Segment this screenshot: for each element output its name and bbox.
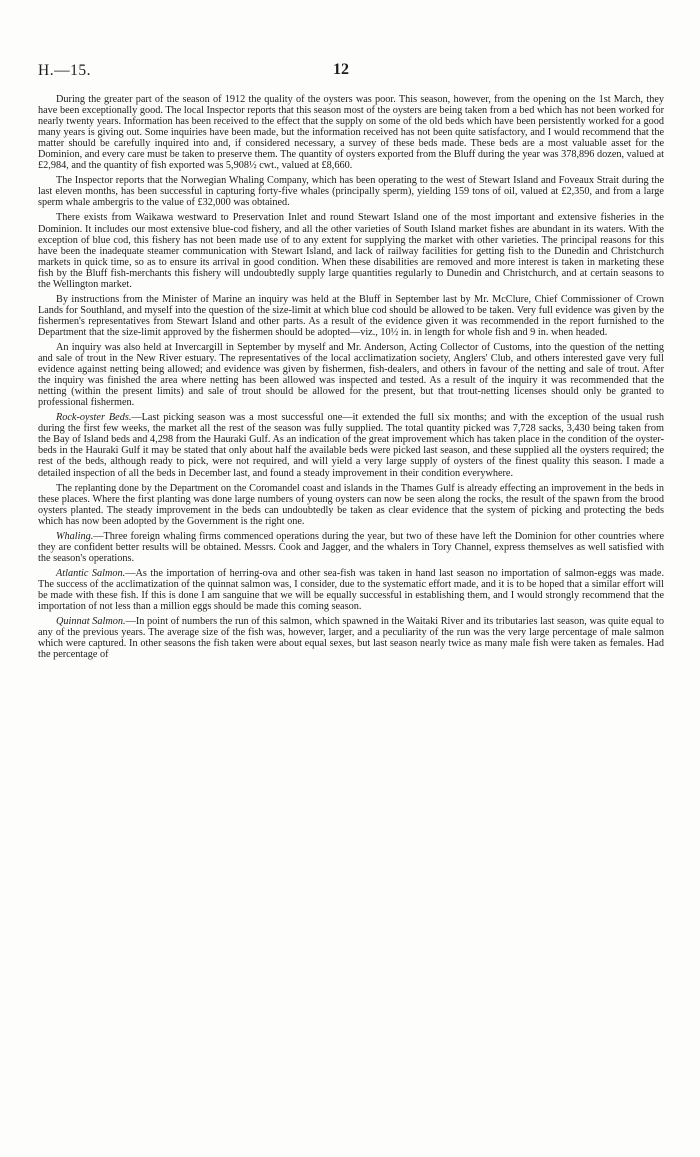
paragraph-stewart-island-fishery: There exists from Waikawa westward to Preservation Inlet and round Stewart Island one of the most important and extensive fisheries in the Dominion. It includes our most extensive blue-cod fishery, and all the other varieties of South Island market fishes are abundant in its waters. With the exception of blue cod, this fishery has not been made use of to any extent for supplying the market with other varieties. The principal reasons for this have been the inadequate steamer communication with Stewart Island, and lack of railway facilities for getting fish to the Dunedin and Christchurch markets in quick time, so as to ensure its arrival in good condition. When these disabilities are removed and more interest is taken in marketing these fish by the Bluff fish-merchants this fishery will undoubtedly supply large quantities regularly to Dunedin and Christchurch, and at certain seasons to the Wellington market. [38,212,664,290]
paragraph-whaling-company: The Inspector reports that the Norwegian Whaling Company, which has been operating to the west of Stewart Island and Foveaux Strait during the last eleven months, has been successful in capturing forty-five whales (principally sperm), yielding 159 tons of oil, valued at £2,350, and from a large sperm whale ambergris to the value of £32,000 was obtained. [38,175,664,209]
section-heading: Rock-oyster Beds. [56,412,132,424]
section-heading: Atlantic Salmon. [56,567,126,579]
paragraph-oysters-bluff: During the greater part of the season of 1912 the quality of the oysters was poor. This season, however, from the opening on the 1st March, they have been exceptionally good. The local Inspector reports that this season most of the oysters are being taken from a bed which has not been worked for nearly twenty years. Information has been received to the effect that the supply on some of the old beds which have been persistently worked for a good many years is giving out. Some inquiries have been made, but the information received has not been quite satisfactory, and I would recommend that the matter should be carefully inquired into and, if considered necessary, a survey of these beds made. These beds are a most valuable asset for the Dominion, and every care must be taken to preserve them. The quantity of oysters exported from the Bluff during the year was 378,896 dozen, valued at £2,984, and the quantity of fish exported was 5,908½ cwt., valued at £8,660. [38,94,664,172]
page-number: 12 [333,61,349,78]
report-reference: H.—15. [38,62,91,79]
paragraph-trout-inquiry: An inquiry was also held at Invercargill in September by myself and Mr. Anderson, Acting Collector of Customs, into the question of the netting and sale of trout in the New River estuary. The representatives of the local acclimatization society, Anglers' Club, and others interested gave very full evidence against netting being allowed; and evidence was given by fishermen, fish-dealers, and others in favour of the netting and sale of trout. After the inquiry was finished the area where netting has been allowed was inspected and tested. As a result of the inquiry it was recommended that the netting (within the present limits) and sale of trout should be allowed for the present, but that trout-netting licenses should only be granted to professional fishermen. [38,341,664,409]
body-text [38,94,664,664]
paragraph-quinnat-salmon: Quinnat Salmon.—In point of numbers the run of this salmon, which spawned in the Waitaki River and its tributaries last season, was quite equal to any of the previous years. The average size of the fish was, however, larger, and a peculiarity of the run was the very large percentage of male salmon which were captured. In other seasons the fish taken were about equal sexes, but last season nearly twice as many male fish were taken as females. Had the percentage of [38,616,664,661]
paragraph-replanting: The replanting done by the Department on the Coromandel coast and islands in the Thames Gulf is already effecting an improvement in the beds in these places. Where the first planting was done large numbers of young oysters can now be seen along the rocks, the result of the spawn from the brood oysters planted. The steady improvement in the beds can undoubtedly be taken as clear evidence that the system of picking and protecting the beds which has now been adopted by the Government is the right one. [38,482,664,527]
section-heading: Quinnat Salmon. [56,616,126,628]
paragraph-atlantic-salmon: Atlantic Salmon.—As the importation of herring-ova and other sea-fish was taken in hand last season no importation of salmon-eggs was made. The success of the acclimatization of the quinnat salmon was, I consider, due to the systematic effort made, and it is to be hoped that a similar effort will be made with these fish. If this is done I am sanguine that we will be equally successful in establishing them, and I would strongly recommend that the importation of not less than a million eggs should be made this coming season. [38,567,665,613]
section-heading: Whaling. [56,530,94,542]
paragraph-whaling: Whaling.—Three foreign whaling firms commenced operations during the year, but two of these have left the Dominion for other countries where they are confident better results will be obtained. Messrs. Cook and Jagger, and the whalers in Tory Channel, express themselves as well satisfied with the season's operations. [38,530,664,564]
paragraph-rock-oyster-beds: Rock-oyster Beds.—Last picking season was a most successful one—it extended the full six months; and with the exception of the usual rush during the first few weeks, the market all the rest of the season was fully supplied. The total quantity picked was 7,728 sacks, 3,430 being taken from the Bay of Island beds and 4,298 from the Hauraki Gulf. As an indication of the great improvement which has taken place in the condition of the oyster-beds in the Hauraki Gulf it may be stated that only about half the available beds were picked last season, and these supplied all the oysters required; the rest of the beds, although ready to pick, were not required, and will yield a very large supply of oysters of the finest quality this season. I made a detailed inspection of all the beds in December last, and found a steady improvement in their condition everywhere. [38,412,665,479]
paragraph-blue-cod-inquiry: By instructions from the Minister of Marine an inquiry was held at the Bluff in September last by Mr. McClure, Chief Commissioner of Crown Lands for Southland, and myself into the question of the size-limit at which blue cod should be allowed to be taken. Very full evidence was given by the fishermen's representatives from Stewart Island and other parts. As a result of the evidence given it was recommended in the report furnished to the Department that the size-limit approved by the fishermen should be adopted—viz., 10½ in. in length for whole fish and 9 in. when headed. [38,293,664,338]
